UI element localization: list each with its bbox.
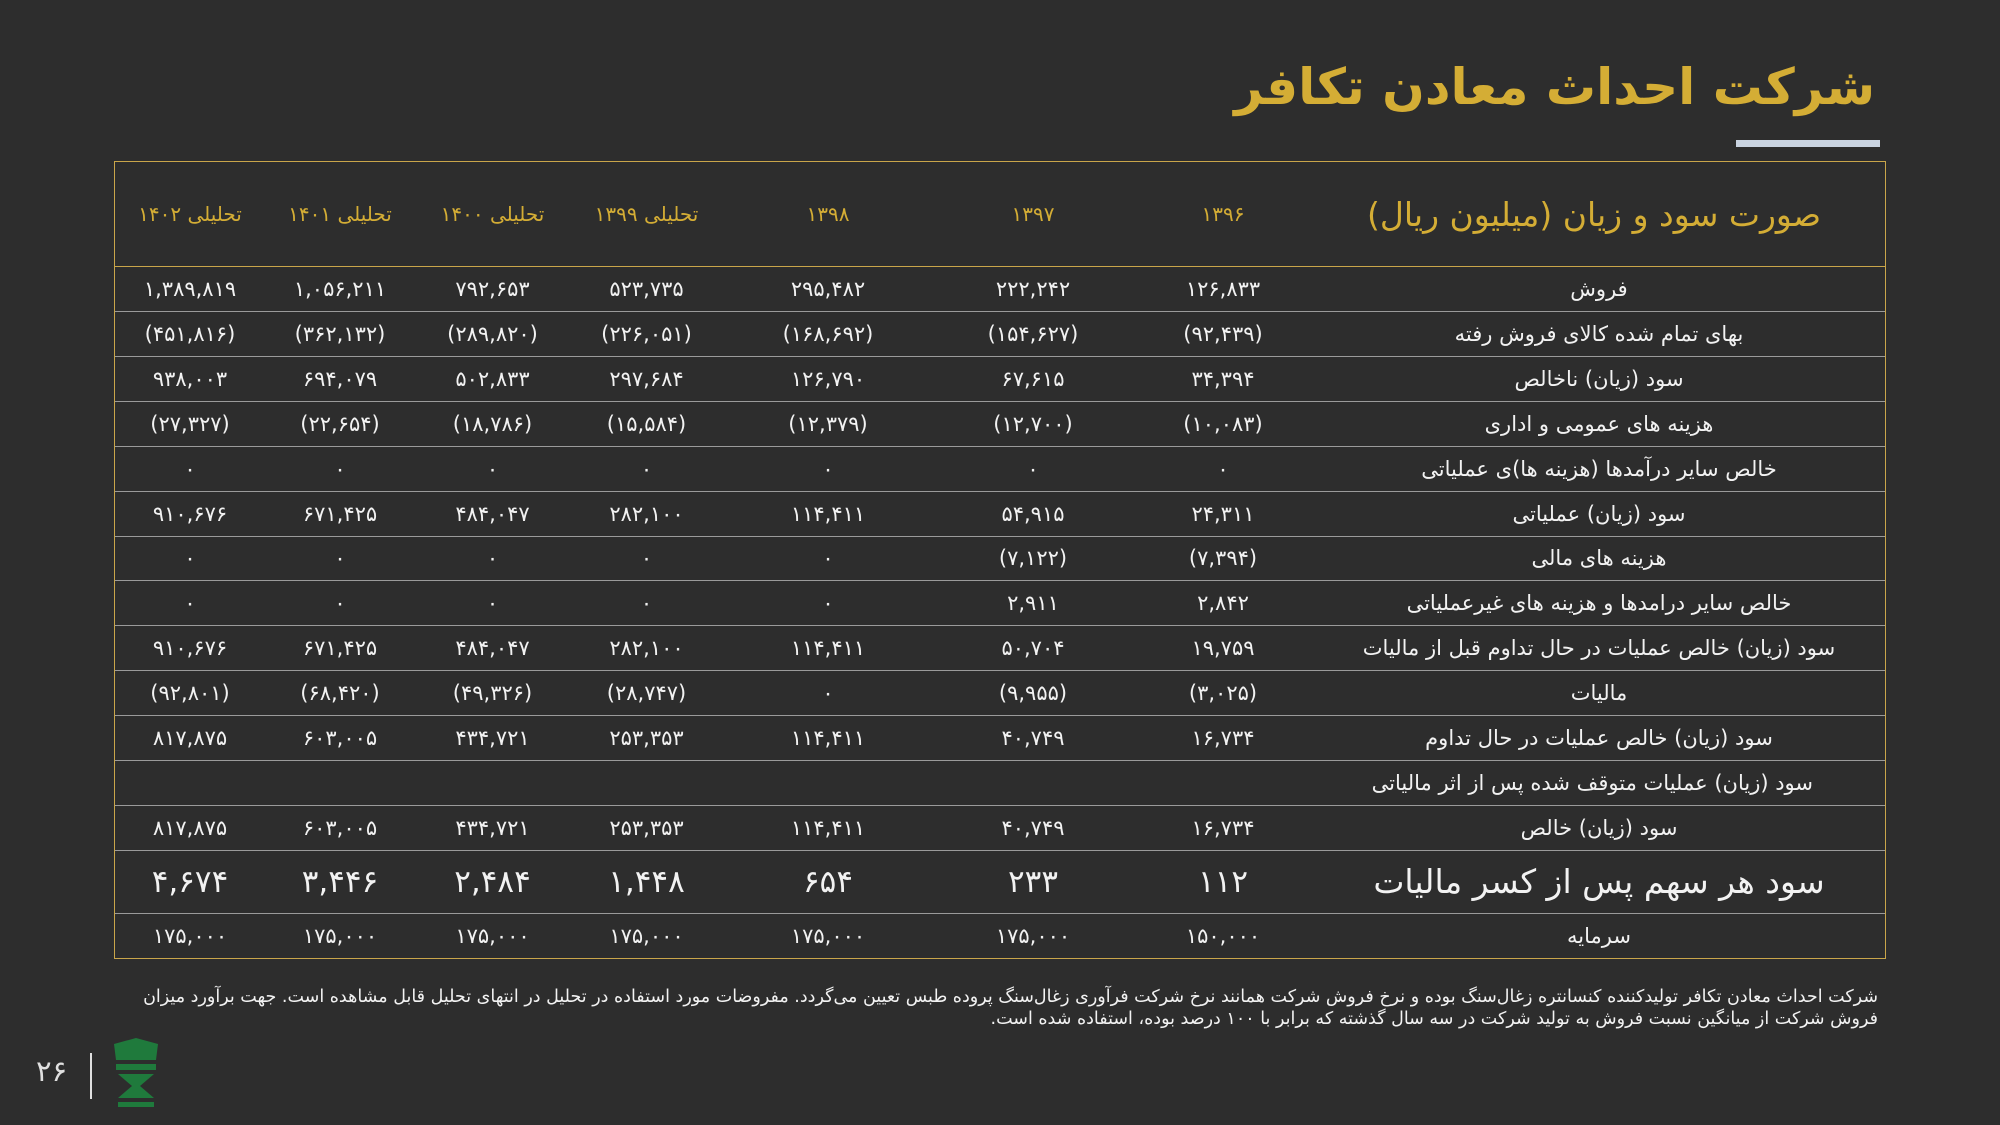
table-cell: ۷۹۲,۶۵۳ — [415, 267, 570, 312]
table-cell: ۶۰۳,۰۰۵ — [265, 806, 415, 851]
table-cell: (۹۲,۸۰۱) — [115, 671, 265, 716]
table-cell: ۶۵۴ — [723, 850, 933, 913]
table-cell: (۷,۳۹۴) — [1133, 536, 1313, 581]
table-cell: ۸۱۷,۸۷۵ — [115, 716, 265, 761]
table-cell: ۰ — [415, 446, 570, 491]
table-cell: ۰ — [265, 536, 415, 581]
company-logo-icon — [110, 1036, 162, 1108]
row-label: سرمایه — [1567, 923, 1631, 948]
table-cell: ۲۲۲,۲۴۲ — [933, 267, 1133, 312]
row-label: بهای تمام شده کالای فروش رفته — [1313, 311, 1885, 356]
table-cell: (۲۸,۷۴۷) — [570, 671, 723, 716]
table-cell: (۹۲,۴۳۹) — [1133, 311, 1313, 356]
table-cell: ۱۱۴,۴۱۱ — [723, 716, 933, 761]
table-row — [115, 491, 1885, 536]
table-cell: ۱۱۴,۴۱۱ — [723, 806, 933, 851]
title-underline — [1736, 140, 1880, 147]
table-cell: ۲۳۳ — [933, 850, 1133, 913]
table-cell: ۰ — [115, 581, 265, 626]
table-cell: ۰ — [570, 581, 723, 626]
table-cell: ۹۱۰,۶۷۶ — [115, 491, 265, 536]
table-cell: ۱,۴۴۸ — [570, 850, 723, 913]
column-header: ۱۳۹۶ — [1133, 162, 1313, 267]
row-label: سود (زیان) خالص — [1313, 806, 1885, 851]
table-cell: (۲۲۶,۰۵۱) — [570, 311, 723, 356]
table-cell: (۱۸,۷۸۶) — [415, 401, 570, 446]
table-cell: (۹,۹۵۵) — [933, 671, 1133, 716]
table-cell: ۱۱۴,۴۱۱ — [723, 491, 933, 536]
table-cell: (۱۰,۰۸۳) — [1133, 401, 1313, 446]
table-cell: ۲,۴۸۴ — [415, 850, 570, 913]
table-cell: ۰ — [723, 536, 933, 581]
table-cell: (۱۵,۵۸۴) — [570, 401, 723, 446]
table-cell: ۲۸۲,۱۰۰ — [570, 626, 723, 671]
row-label: سود (زیان) عملیاتی — [1313, 491, 1885, 536]
table-cell: (۴۹,۳۲۶) — [415, 671, 570, 716]
table-cell: ۴۸۴,۰۴۷ — [415, 491, 570, 536]
table-cell: (۴۵۱,۸۱۶) — [115, 311, 265, 356]
table-cell: ۰ — [570, 536, 723, 581]
table-cell: (۱۲,۳۷۹) — [723, 401, 933, 446]
table-cell: ۲۹۵,۴۸۲ — [723, 267, 933, 312]
table-cell: ۴۰,۷۴۹ — [933, 806, 1133, 851]
row-label: هزینه های عمومی و اداری — [1313, 401, 1885, 446]
table-cell: (۷,۱۲۲) — [933, 536, 1133, 581]
column-header: تحلیلی ۱۴۰۲ — [115, 162, 265, 267]
table-cell: ۲۵۳,۳۵۳ — [570, 716, 723, 761]
table-cell: ۴۰,۷۴۹ — [933, 716, 1133, 761]
table-row — [115, 913, 1885, 958]
table-cell: ۳۴,۳۹۴ — [1133, 356, 1313, 401]
page-title: شرکت احداث معادن تکافر — [1234, 58, 1875, 116]
table-row — [115, 267, 1885, 312]
table-cell: ۱۷۵,۰۰۰ — [302, 923, 378, 948]
table-cell: ۱۵۰,۰۰۰ — [1185, 923, 1261, 948]
divider — [90, 1053, 92, 1099]
row-label: سود (زیان) خالص عملیات در حال تداوم قبل از مالیات — [1313, 626, 1885, 671]
table-row — [115, 401, 1885, 446]
table-header-row — [115, 162, 1885, 267]
table-cell: ۴۸۴,۰۴۷ — [415, 626, 570, 671]
table-cell: ۲,۹۱۱ — [933, 581, 1133, 626]
table-cell: ۰ — [723, 446, 933, 491]
table-cell: ۹۱۰,۶۷۶ — [115, 626, 265, 671]
row-label: هزینه های مالی — [1313, 536, 1885, 581]
table-cell: (۱۶۸,۶۹۲) — [723, 311, 933, 356]
table-cell: ۵۰,۷۰۴ — [933, 626, 1133, 671]
table-cell: ۰ — [570, 446, 723, 491]
table-row — [115, 761, 1885, 806]
table-cell — [933, 761, 1133, 806]
table-cell: (۱۵۴,۶۲۷) — [933, 311, 1133, 356]
table-cell: ۰ — [115, 536, 265, 581]
row-label: خالص سایر درآمدها (هزینه ها)ی عملیاتی — [1313, 446, 1885, 491]
table-cell: ۰ — [115, 446, 265, 491]
page-number: ۲۶ — [36, 1054, 68, 1088]
column-header: ۱۳۹۷ — [933, 162, 1133, 267]
row-label: سود (زیان) خالص عملیات در حال تداوم — [1313, 716, 1885, 761]
table-cell: ۴۳۴,۷۲۱ — [415, 806, 570, 851]
table-cell: (۳۶۲,۱۳۲) — [265, 311, 415, 356]
table-cell: ۹۳۸,۰۰۳ — [115, 356, 265, 401]
table-cell: (۳,۰۲۵) — [1133, 671, 1313, 716]
table-cell: ۱۱۲ — [1133, 850, 1313, 913]
table-cell: ۰ — [415, 536, 570, 581]
table-cell: ۱,۰۵۶,۲۱۱ — [265, 267, 415, 312]
table-row — [115, 716, 1885, 761]
table-cell: ۱۷۵,۰۰۰ — [455, 923, 530, 948]
table-cell: ۲۴,۳۱۱ — [1133, 491, 1313, 536]
table-cell: (۲۷,۳۲۷) — [115, 401, 265, 446]
income-statement-table — [114, 161, 1886, 959]
table-cell: ۲۸۲,۱۰۰ — [570, 491, 723, 536]
table-cell — [1133, 761, 1313, 806]
table-cell: ۲۵۳,۳۵۳ — [570, 806, 723, 851]
table-cell: ۱۷۵,۰۰۰ — [790, 923, 866, 948]
table-cell: ۱,۳۸۹,۸۱۹ — [115, 267, 265, 312]
table-cell: ۵۴,۹۱۵ — [933, 491, 1133, 536]
table-header-label: صورت سود و زیان (میلیون ریال) — [1313, 162, 1885, 267]
table-row — [115, 311, 1885, 356]
table-cell: (۲۸۹,۸۲۰) — [415, 311, 570, 356]
column-header: تحلیلی ۱۳۹۹ — [570, 162, 723, 267]
table-cell — [723, 761, 933, 806]
table-row — [115, 806, 1885, 851]
table-cell: ۰ — [723, 671, 933, 716]
column-header: ۱۳۹۸ — [723, 162, 933, 267]
table-cell: ۸۱۷,۸۷۵ — [115, 806, 265, 851]
table-cell: ۳,۴۴۶ — [265, 850, 415, 913]
table-row — [115, 581, 1885, 626]
table-cell: ۱۱۴,۴۱۱ — [723, 626, 933, 671]
table-cell: ۰ — [265, 446, 415, 491]
table-cell: ۵۲۳,۷۳۵ — [570, 267, 723, 312]
row-label: سود (زیان) ناخالص — [1313, 356, 1885, 401]
table-row-eps — [115, 850, 1885, 913]
table-cell: ۱۹,۷۵۹ — [1133, 626, 1313, 671]
table-cell: ۶۷,۶۱۵ — [933, 356, 1133, 401]
table-cell: ۰ — [265, 581, 415, 626]
column-header: تحلیلی ۱۴۰۱ — [265, 162, 415, 267]
table-cell: ۰ — [415, 581, 570, 626]
table-cell: ۱۲۶,۷۹۰ — [723, 356, 933, 401]
table-cell: ۱۷۵,۰۰۰ — [995, 923, 1071, 948]
row-label: سود هر سهم پس از کسر مالیات — [1313, 850, 1885, 913]
table-cell: ۴,۶۷۴ — [115, 850, 265, 913]
table-cell: ۲۹۷,۶۸۴ — [570, 356, 723, 401]
table-cell: ۱۶,۷۳۴ — [1133, 806, 1313, 851]
table-row — [115, 356, 1885, 401]
table-cell: (۱۲,۷۰۰) — [933, 401, 1133, 446]
table-cell: (۲۲,۶۵۴) — [265, 401, 415, 446]
row-label: سود (زیان) عملیات متوقف شده پس از اثر مالیاتی — [1313, 761, 1885, 806]
column-header: تحلیلی ۱۴۰۰ — [415, 162, 570, 267]
table-cell: ۲,۸۴۲ — [1133, 581, 1313, 626]
table-cell: ۰ — [723, 581, 933, 626]
table-row — [115, 626, 1885, 671]
table-cell: ۶۷۱,۴۲۵ — [265, 491, 415, 536]
table-cell: ۱۶,۷۳۴ — [1133, 716, 1313, 761]
table-cell: ۱۷۵,۰۰۰ — [152, 923, 228, 948]
table-cell: ۶۹۴,۰۷۹ — [265, 356, 415, 401]
table-cell — [415, 761, 570, 806]
table-row — [115, 671, 1885, 716]
table-cell — [265, 761, 415, 806]
table-cell: ۱۷۵,۰۰۰ — [609, 923, 684, 948]
table-cell: ۶۷۱,۴۲۵ — [265, 626, 415, 671]
table-cell: ۴۳۴,۷۲۱ — [415, 716, 570, 761]
table-cell: ۱۲۶,۸۳۳ — [1133, 267, 1313, 312]
row-label: مالیات — [1313, 671, 1885, 716]
table-row — [115, 446, 1885, 491]
row-label: فروش — [1313, 267, 1885, 312]
table-cell: ۵۰۲,۸۳۳ — [415, 356, 570, 401]
table-cell: ۶۰۳,۰۰۵ — [265, 716, 415, 761]
table-cell — [115, 761, 265, 806]
row-label: خالص سایر درامدها و هزینه های غیرعملیاتی — [1313, 581, 1885, 626]
table-cell: ۰ — [933, 446, 1133, 491]
table-row — [115, 536, 1885, 581]
table-cell — [570, 761, 723, 806]
table-cell: ۰ — [1133, 446, 1313, 491]
table-cell: (۶۸,۴۲۰) — [265, 671, 415, 716]
footnote: شرکت احداث معادن تکافر تولیدکننده کنسانتره زغال‌سنگ بوده و نرخ فروش شرکت همانند نرخ شرکت فرآوری زغال‌سنگ پروده طبس تعیین می‌گردد. مفروضات مورد استفاده در تحلیل در انتهای تحلیل قابل مشاهده است. جهت برآورد میزان فروش شرکت از میانگین نسبت فروش به تولید شرکت در سه سال گذشته که برابر با ۱۰۰ درصد بوده، استفاده شده است. — [143, 987, 1878, 1029]
